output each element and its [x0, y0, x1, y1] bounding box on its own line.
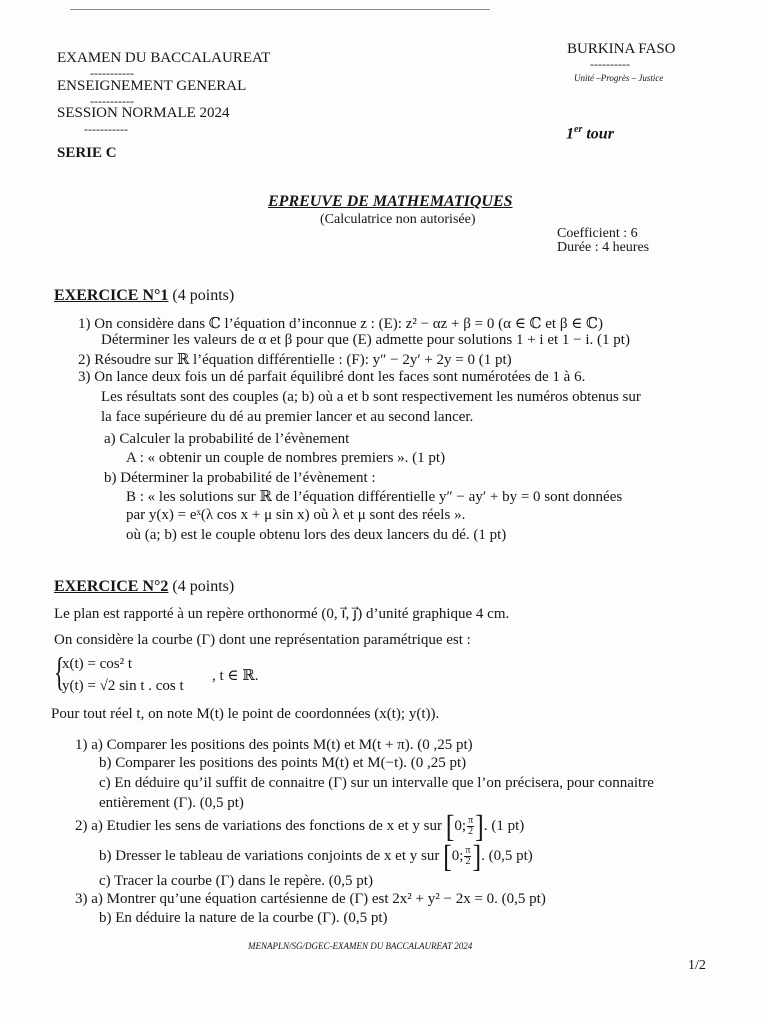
- separator: -----------: [90, 66, 134, 80]
- ex2-q1a: 1) a) Comparer les positions des points M(t) et M(t + π). (0 ,25 pt): [75, 737, 473, 753]
- system-brace: {: [54, 649, 65, 694]
- exercise-2-points: (4 points): [168, 578, 235, 595]
- exam-title: EPREUVE DE MATHEMATIQUES: [268, 193, 513, 210]
- ex1-event-a: A : « obtenir un couple de nombres premiers ». (1 pt): [126, 450, 446, 466]
- ex1-q3b: b) Déterminer la probabilité de l’évènement :: [104, 470, 376, 486]
- separator: -----------: [90, 94, 134, 108]
- ex1-event-b-cont: où (a; b) est le couple obtenu lors des deux lancers du dé. (1 pt): [126, 527, 507, 543]
- ex1-q1: 1) On considère dans ℂ l’équation d’inconnue z : (E): z² − αz + β = 0 (α ∈ ℂ et β ∈ ℂ): [78, 316, 603, 332]
- tour-number: 1: [566, 125, 574, 143]
- tour-superscript: er: [574, 124, 583, 135]
- country-label: BURKINA FASO: [567, 41, 676, 57]
- exam-type-label: ENSEIGNEMENT GENERAL: [57, 78, 247, 94]
- national-motto: Unité –Progrès – Justice: [574, 73, 664, 83]
- ex1-q3: 3) On lance deux fois un dé parfait équilibré dont les faces sont numérotées de 1 à 6.: [78, 369, 586, 385]
- fraction-denominator: 2: [465, 856, 471, 867]
- serie-label: SERIE C: [57, 145, 117, 161]
- ex2-q1c: c) En déduire qu’il suffit de connaitre (Γ) sur un intervalle que l’on précisera, pour connaitre: [99, 775, 654, 791]
- exercise-2-title: EXERCICE N°2: [54, 578, 169, 595]
- interval-bracket: ]: [475, 808, 484, 844]
- exercise-2-heading: [54, 578, 234, 596]
- exercise-1-points: (4 points): [168, 287, 235, 304]
- coefficient: Coefficient : 6: [557, 226, 638, 241]
- ex2-intro: Le plan est rapporté à un repère orthonormé (0, i⃗, j⃗) d’unité graphique 4 cm.: [54, 606, 510, 622]
- ex1-q3-text: Les résultats sont des couples (a; b) où a et b sont respectivement les numéros obtenus sur: [101, 389, 641, 405]
- param-y: y(t) = √2 sin t . cos t: [62, 678, 184, 694]
- exercise-1-title: EXERCICE N°1: [54, 287, 169, 304]
- ex2-q3a: 3) a) Montrer qu’une équation cartésienne de (Γ) est 2x² + y² − 2x = 0. (0,5 pt): [75, 891, 546, 907]
- fraction-numerator: π: [468, 815, 474, 826]
- ex2-q2b: [99, 838, 533, 874]
- ex1-q1-task: Déterminer les valeurs de α et β pour que (E) admette pour solutions 1 + i et 1 − i. (1 pt): [101, 332, 630, 348]
- ex2-q2a-points: . (1 pt): [483, 817, 525, 834]
- interval-bracket: [: [443, 838, 452, 874]
- interval-bracket: [: [445, 808, 455, 844]
- ex1-event-b: B : « les solutions sur ℝ de l’équation différentielle y″ − ay′ + by = 0 sont données: [126, 489, 623, 505]
- exam-subtitle: (Calculatrice non autorisée): [320, 212, 476, 227]
- pi-over-2-fraction: [467, 816, 474, 837]
- ex2-q1c-cont: entièrement (Γ). (0,5 pt): [99, 795, 244, 811]
- ex1-q3a: a) Calculer la probabilité de l’évènement: [104, 431, 350, 447]
- duration: Durée : 4 heures: [557, 240, 650, 255]
- ex2-q1b: b) Comparer les positions des points M(t) et M(−t). (0 ,25 pt): [99, 755, 467, 771]
- ex2-q2b-points: . (0,5 pt): [481, 847, 533, 864]
- separator: ----------: [590, 57, 630, 71]
- ex2-q2a-text: 2) a) Etudier les sens de variations des fonctions de x et y sur: [75, 817, 446, 834]
- fraction-numerator: π: [465, 845, 471, 856]
- exercise-1-heading: [54, 287, 234, 305]
- exam-label: EXAMEN DU BACCALAUREAT: [57, 50, 271, 66]
- ex1-event-b-cont: par y(x) = eˣ(λ cos x + μ sin x) où λ et μ sont des réels ».: [126, 507, 466, 523]
- tour-label: [566, 124, 614, 143]
- ex2-q2c: c) Tracer la courbe (Γ) dans le repère. (0,5 pt): [99, 873, 373, 889]
- page-number: 1/2: [688, 958, 706, 973]
- ex2-intro: On considère la courbe (Γ) dont une représentation paramétrique est :: [54, 632, 471, 648]
- session-label: SESSION NORMALE 2024: [57, 105, 230, 121]
- footer-reference: MENAPLN/SG/DGEC-EXAMEN DU BACCALAUREAT 2024: [248, 941, 473, 951]
- pi-over-2-fraction: [464, 846, 471, 867]
- ex2-intro: Pour tout réel t, on note M(t) le point de coordonnées (x(t); y(t)).: [51, 706, 440, 722]
- param-x: x(t) = cos² t: [62, 656, 133, 672]
- interval-left: 0;: [454, 817, 467, 834]
- ex1-q2: 2) Résoudre sur ℝ l’équation différentielle : (F): y″ − 2y′ + 2y = 0 (1 pt): [78, 352, 512, 368]
- fraction-denominator: 2: [468, 826, 474, 837]
- interval-bracket: ]: [472, 838, 482, 874]
- ex1-q3-text: la face supérieure du dé au premier lancer et au second lancer.: [101, 409, 474, 425]
- ex2-q3b: b) En déduire la nature de la courbe (Γ). (0,5 pt): [99, 910, 388, 926]
- ex2-q2b-text: b) Dresser le tableau de variations conjoints de x et y sur: [99, 847, 444, 864]
- interval-left: 0;: [451, 847, 464, 864]
- ex2-q2a: [75, 808, 525, 844]
- tour-word: tour: [582, 125, 614, 143]
- top-scan-line: [70, 9, 490, 10]
- separator: -----------: [84, 122, 128, 136]
- param-domain: , t ∈ ℝ.: [212, 668, 259, 684]
